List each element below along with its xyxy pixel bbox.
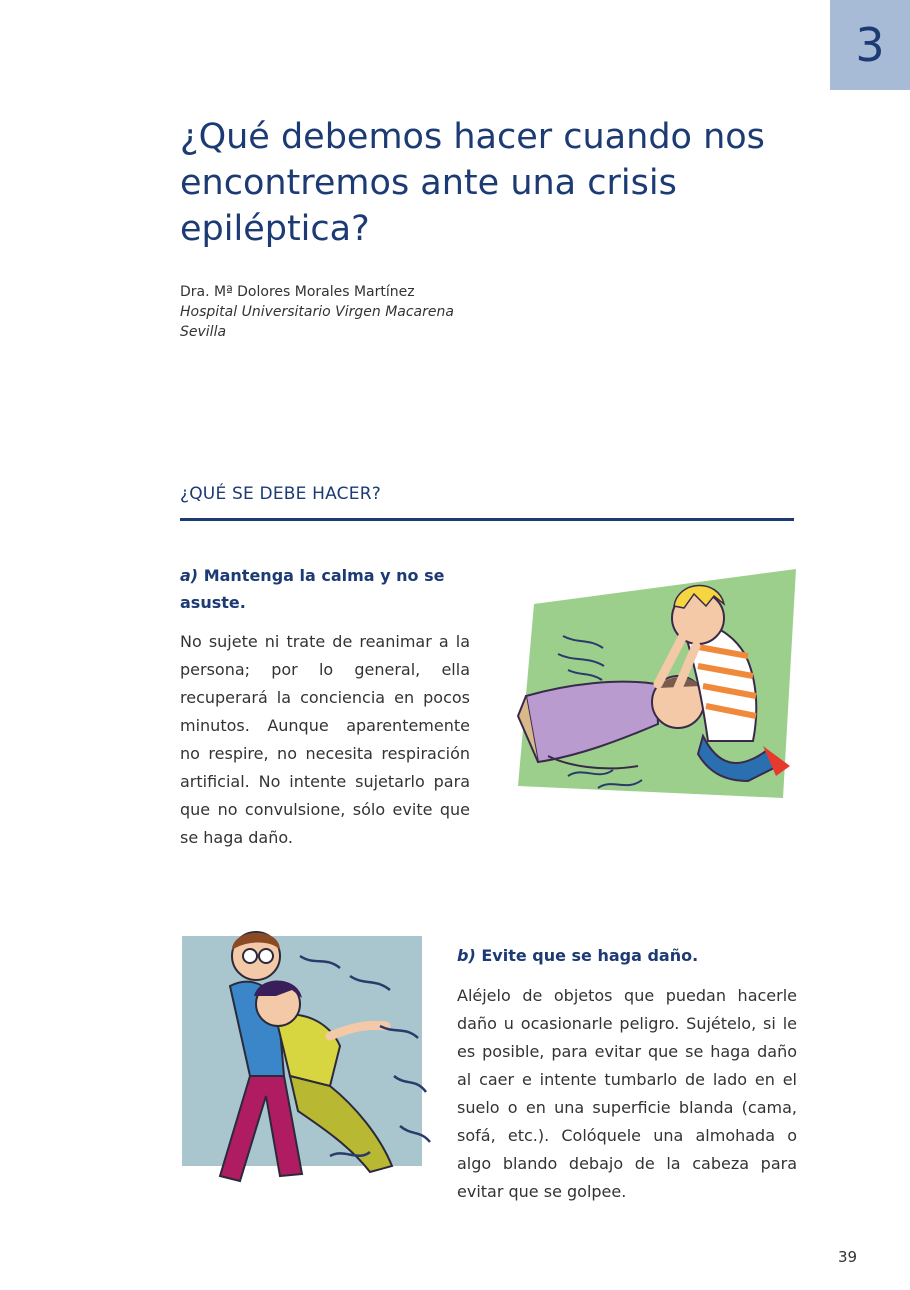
item-a-heading-text: Mantenga la calma y no se asuste. bbox=[180, 566, 445, 612]
item-b-body: Aléjelo de objetos que puedan hacerle daño u ocasionarle peligro. Sujételo, si le es posible, para evitar que se haga daño al caer e intente tumbarlo de lado en el suelo o en una superficie blanda (cama, sofá, etc.). Colóquele una almohada o algo blando debajo de la cabeza para evitar que se golpee. bbox=[457, 986, 797, 1201]
author-city: Sevilla bbox=[180, 324, 227, 340]
item-b-heading-text: Evite que se haga daño. bbox=[481, 946, 699, 965]
woman-holding-person-illustration bbox=[180, 926, 442, 1198]
page-title: ¿Qué debemos hacer cuando nos encontremos ante una crisis epiléptica? bbox=[180, 117, 765, 249]
item-a-heading bbox=[180, 562, 480, 616]
section-heading: ¿QUÉ SE DEBE HACER? bbox=[180, 484, 794, 521]
item-b-letter: b) bbox=[457, 946, 476, 965]
boy-helping-seizure-illustration bbox=[508, 566, 798, 806]
author-name: Dra. Mª Dolores Morales Martínez bbox=[180, 284, 415, 300]
item-a-letter: a) bbox=[180, 566, 199, 585]
item-a-body: No sujete ni trate de reanimar a la persona; por lo general, ella recuperará la conciencia en pocos minutos. Aunque aparentemente no respire, no necesita respiración artificial. No intente sujetarlo para que no convulsione, sólo evite que se haga daño. bbox=[180, 632, 470, 847]
author-byline bbox=[180, 282, 454, 342]
chapter-number-tab: 3 bbox=[830, 0, 910, 90]
page-number: 39 bbox=[838, 1248, 858, 1266]
item-b-heading bbox=[457, 942, 797, 969]
author-hospital: Hospital Universitario Virgen Macarena bbox=[180, 304, 454, 320]
